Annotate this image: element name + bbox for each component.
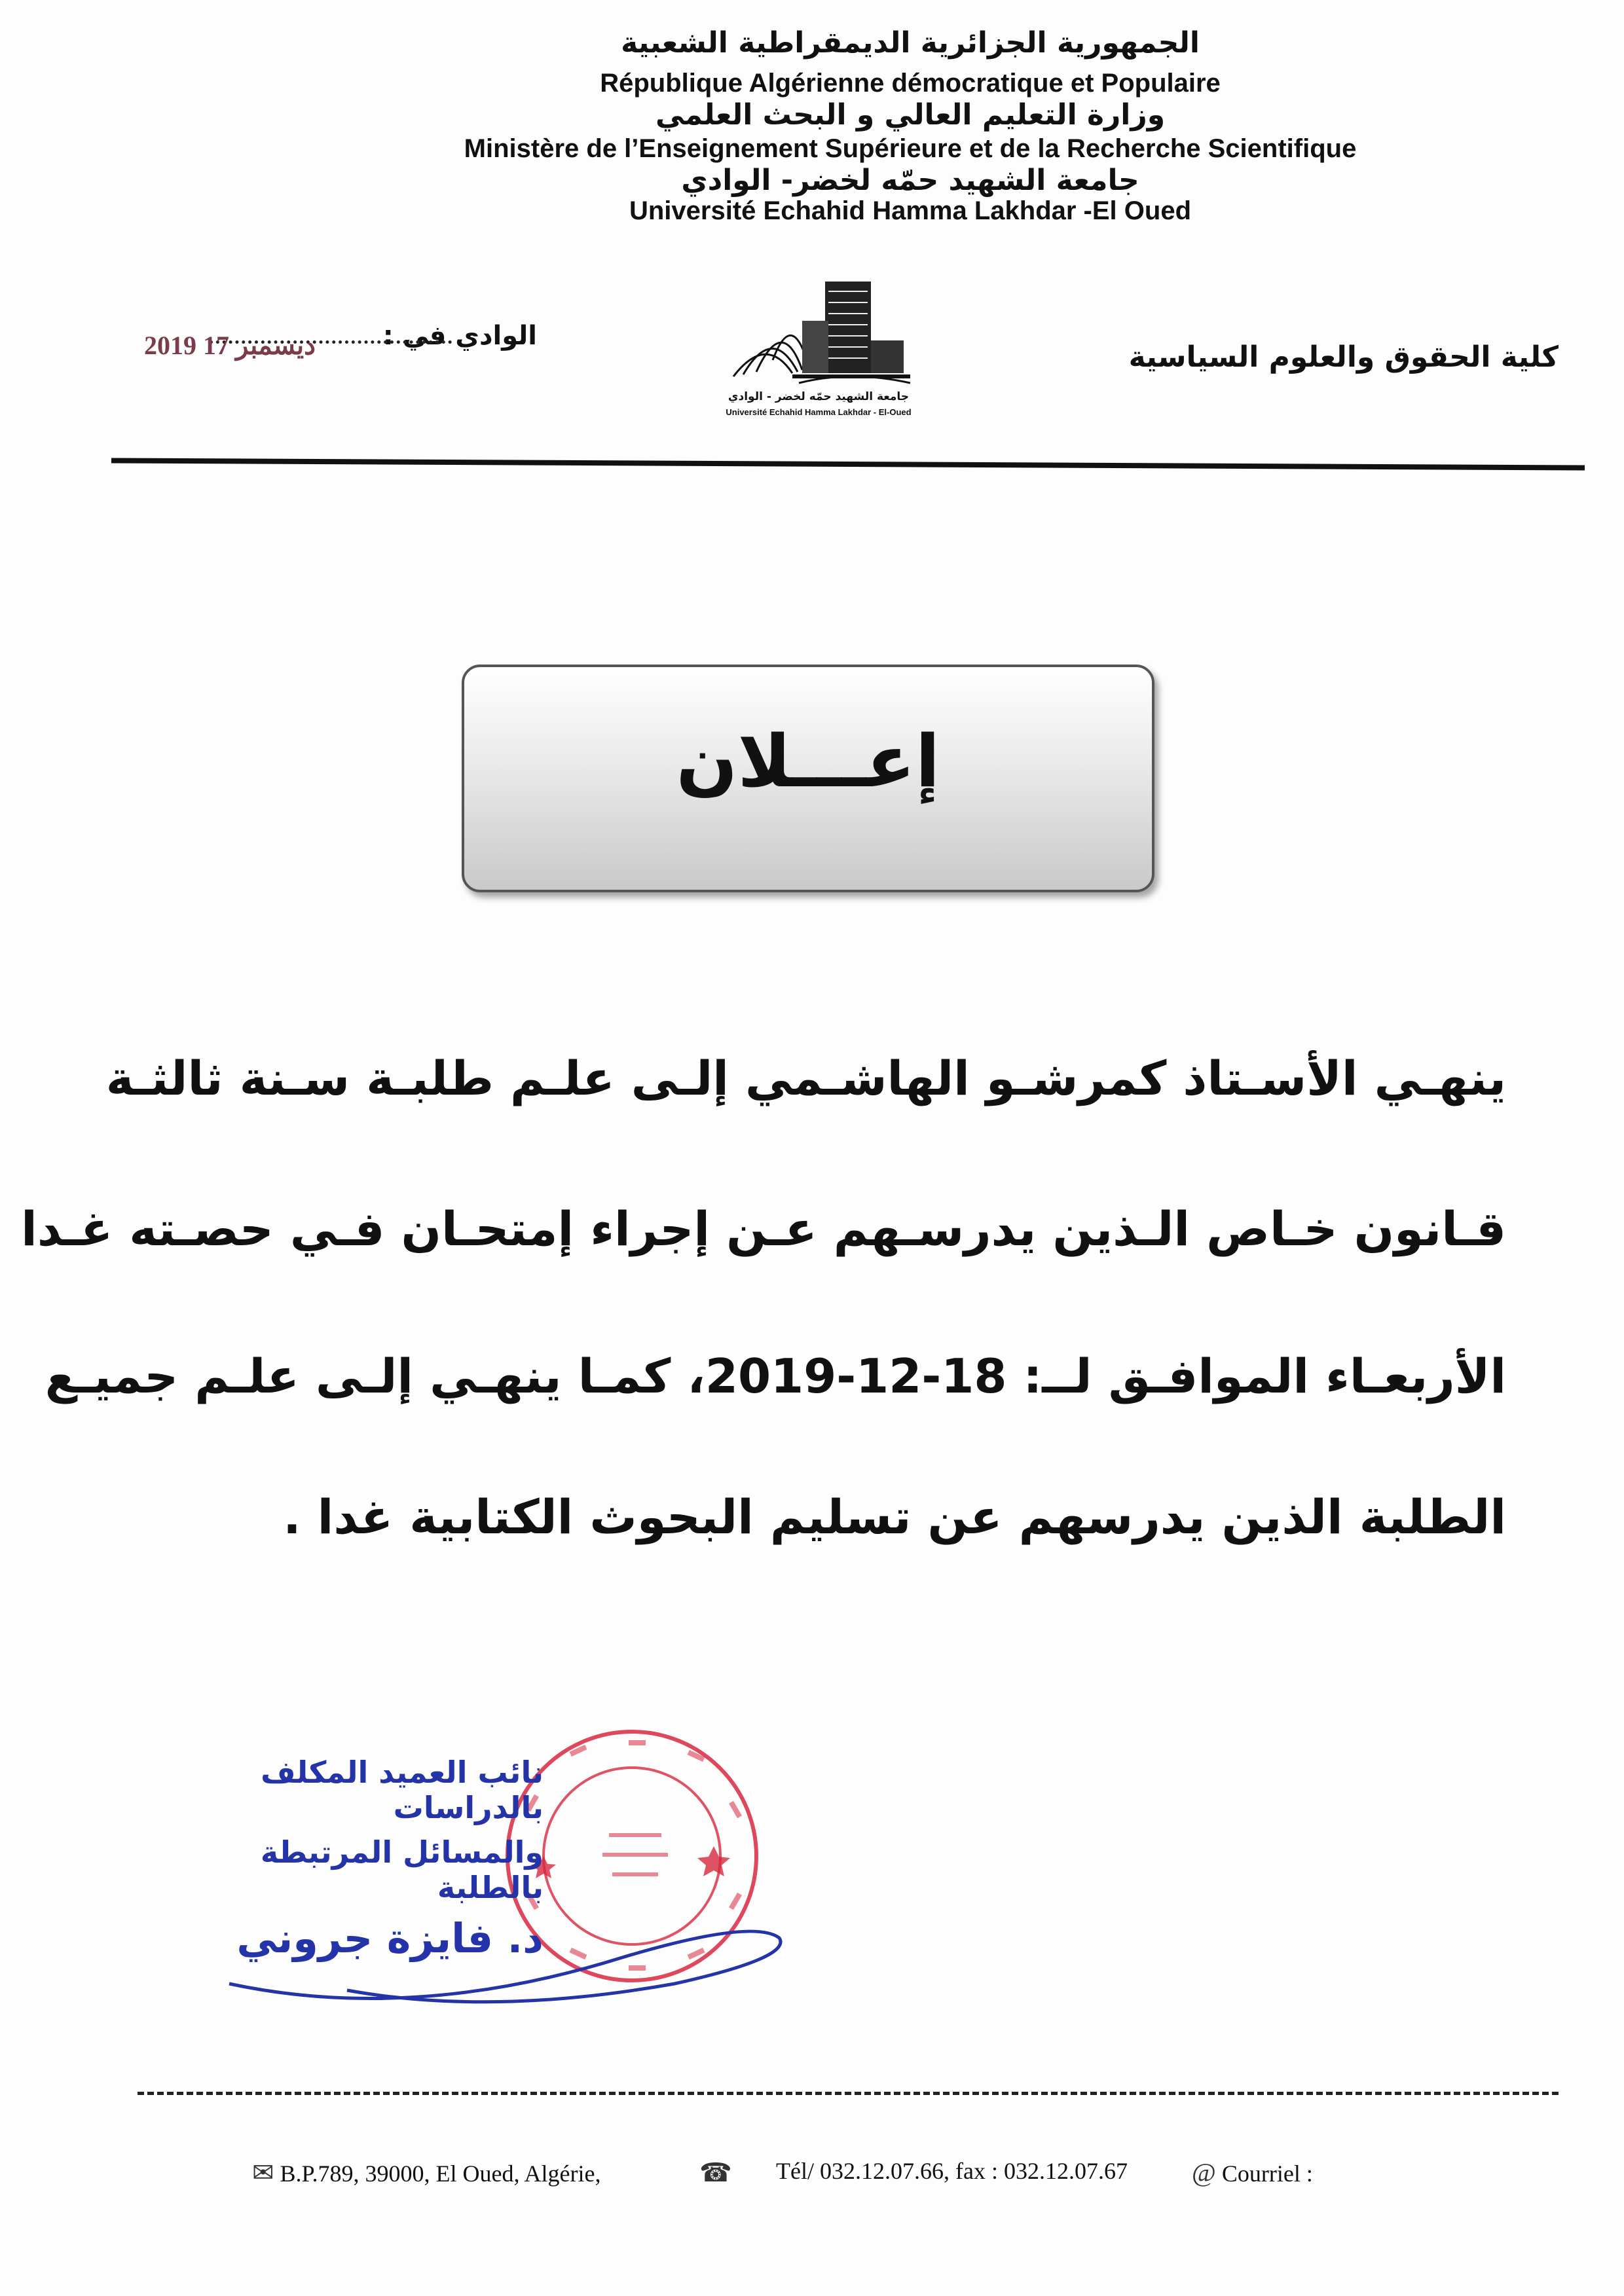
republic-title-fr: République Algérienne démocratique et Populaire	[600, 69, 1221, 98]
body-line-2: قـانون خـاص الـذين يدرسـهم عـن إجراء إمتحـان فـي حصـته غـدا	[21, 1201, 1506, 1256]
faculty-name: كلية الحقوق والعلوم السياسية	[1128, 340, 1559, 374]
mail-icon: ✉	[252, 2158, 274, 2187]
header-divider	[111, 458, 1585, 471]
body-line-3: الأربعـاء الموافـق لــ: 18-12-2019، كمـا ينهـي إلـى علـم جميـع	[45, 1349, 1506, 1404]
footer-address	[252, 2157, 601, 2188]
logo-caption-ar: جامعة الشهيد حمّه لخضر - الوادي	[728, 390, 910, 403]
footer-divider	[138, 2092, 1559, 2095]
ministry-title-ar: وزارة التعليم العالي و البحث العلمي	[655, 98, 1166, 132]
footer-phone-fax: Tél/ 032.12.07.66, fax : 032.12.07.67	[776, 2158, 1128, 2184]
university-building-icon	[720, 262, 917, 393]
handwritten-signature-icon	[216, 1912, 805, 2016]
announcement-title-box	[462, 665, 1154, 892]
ministry-title-fr: Ministère de l’Enseignement Supérieure et de la Recherche Scientifique	[464, 134, 1357, 163]
signatory-name: د. فايزة جروني	[236, 1914, 544, 1962]
footer-phone-icon-wrap	[699, 2157, 732, 2188]
university-title-ar: جامعة الشهيد حمّه لخضر- الوادي	[681, 164, 1139, 197]
footer-email-label: Courriel :	[1221, 2160, 1313, 2187]
phone-icon: ☎	[699, 2158, 732, 2187]
university-title-fr: Université Echahid Hamma Lakhdar -El Oued	[629, 196, 1192, 225]
university-logo	[720, 262, 917, 432]
place-date-label: الوادي في :	[382, 321, 537, 351]
signature-role-line2: والمسائل المرتبطة بالطلبة	[260, 1834, 544, 1905]
republic-title-ar: الجمهورية الجزائرية الديمقراطية الشعبية	[621, 26, 1200, 60]
signature-role-line1: نائب العميد المكلف بالدراسات	[261, 1755, 544, 1825]
date-stamp: 2019 ديسمبر 17	[144, 331, 316, 360]
email-icon: @	[1192, 2158, 1216, 2187]
body-line-4: الطلبة الذين يدرسهم عن تسليم البحوث الكتابية غدا .	[283, 1489, 1506, 1544]
logo-caption-fr: Université Echahid Hamma Lakhdar - El-Oued	[726, 407, 912, 417]
place-date	[131, 321, 537, 367]
body-line-1: ينهـي الأسـتاذ كمرشـو الهاشـمي إلـى علـم طلبـة سـنة ثالثـة	[105, 1051, 1506, 1106]
footer-email	[1192, 2157, 1313, 2188]
announcement-title: إعـــلان	[676, 720, 940, 803]
footer-address-text: B.P.789, 39000, El Oued, Algérie,	[280, 2160, 601, 2187]
